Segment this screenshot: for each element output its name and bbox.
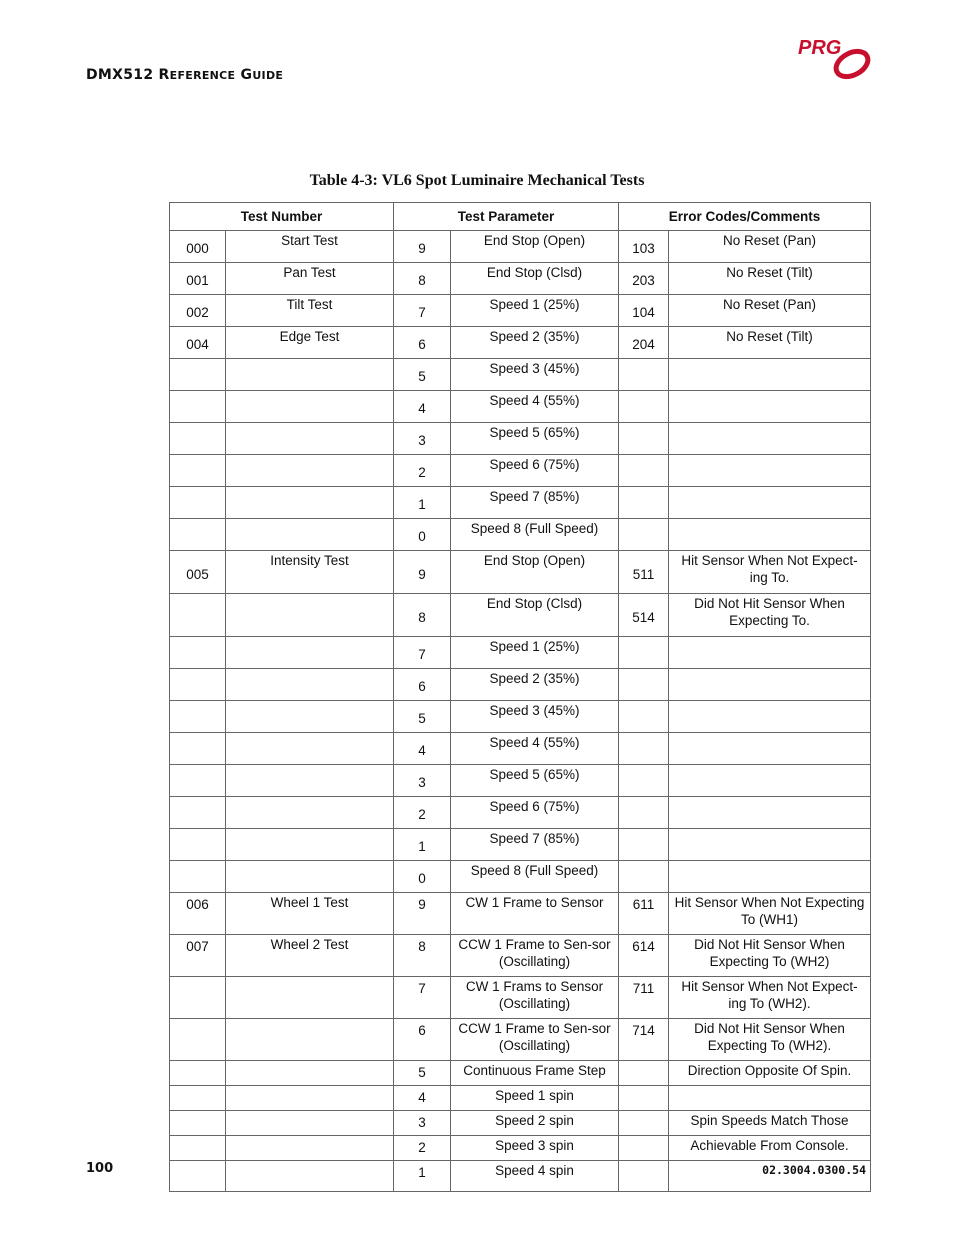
table-row [170, 487, 871, 519]
test-name-cell [226, 733, 394, 765]
parameter-cell: Speed 3 (45%) [451, 359, 619, 391]
test-number-cell [170, 1111, 226, 1136]
comment-cell: Hit Sensor When Not Expect-ing To (WH2). [669, 977, 871, 1019]
column-header: Test Parameter [394, 203, 619, 231]
test-name-cell [226, 1136, 394, 1161]
parameter-cell: End Stop (Clsd) [451, 263, 619, 295]
test-number-cell [170, 1136, 226, 1161]
comment-cell: Hit Sensor When Not Expect-ing To. [669, 551, 871, 594]
parameter-number-cell: 3 [394, 423, 451, 455]
parameter-cell: Speed 4 (55%) [451, 391, 619, 423]
comment-cell [669, 765, 871, 797]
parameter-number-cell: 1 [394, 829, 451, 861]
error-code-cell [619, 1111, 669, 1136]
test-name-cell [226, 359, 394, 391]
parameter-number-cell: 6 [394, 669, 451, 701]
test-name-cell: Intensity Test [226, 551, 394, 594]
table-row [170, 669, 871, 701]
parameter-number-cell: 5 [394, 1061, 451, 1086]
comment-cell: Spin Speeds Match Those [669, 1111, 871, 1136]
error-code-cell: 514 [619, 594, 669, 637]
error-code-cell [619, 1061, 669, 1086]
table-row [170, 519, 871, 551]
test-number-cell [170, 829, 226, 861]
test-number-cell [170, 701, 226, 733]
test-number-cell [170, 637, 226, 669]
comment-cell [669, 519, 871, 551]
test-name-cell [226, 861, 394, 893]
error-code-cell [619, 391, 669, 423]
parameter-number-cell: 7 [394, 295, 451, 327]
parameter-number-cell: 5 [394, 359, 451, 391]
error-code-cell [619, 519, 669, 551]
table-row [170, 861, 871, 893]
test-number-cell: 001 [170, 263, 226, 295]
test-name-cell [226, 797, 394, 829]
test-number-cell [170, 1161, 226, 1192]
table-row [170, 893, 871, 935]
table-row [170, 1061, 871, 1086]
error-code-cell: 203 [619, 263, 669, 295]
test-name-cell [226, 594, 394, 637]
table-row [170, 1136, 871, 1161]
table-row [170, 797, 871, 829]
test-name-cell: Wheel 1 Test [226, 893, 394, 935]
table-title: Table 4-3: VL6 Spot Luminaire Mechanical Tests [309, 172, 645, 189]
test-number-cell [170, 1061, 226, 1086]
table-row [170, 977, 871, 1019]
error-code-cell: 511 [619, 551, 669, 594]
error-code-cell [619, 1161, 669, 1192]
error-code-cell: 103 [619, 231, 669, 263]
parameter-cell: Speed 8 (Full Speed) [451, 519, 619, 551]
mechanical-tests-table [169, 202, 871, 1192]
error-code-cell [619, 455, 669, 487]
parameter-cell: End Stop (Open) [451, 551, 619, 594]
error-code-cell [619, 487, 669, 519]
test-number-cell: 007 [170, 935, 226, 977]
test-name-cell [226, 1086, 394, 1111]
parameter-number-cell: 3 [394, 1111, 451, 1136]
test-name-cell [226, 519, 394, 551]
parameter-number-cell: 8 [394, 263, 451, 295]
parameter-number-cell: 0 [394, 861, 451, 893]
test-number-cell [170, 797, 226, 829]
test-number-cell: 000 [170, 231, 226, 263]
error-code-cell [619, 829, 669, 861]
doc-title-part: UIDE [252, 69, 284, 82]
error-code-cell [619, 861, 669, 893]
parameter-cell: CW 1 Frame to Sensor [451, 893, 619, 935]
table-row [170, 733, 871, 765]
prg-logo [796, 36, 876, 86]
test-number-cell [170, 733, 226, 765]
parameter-cell: Speed 1 (25%) [451, 637, 619, 669]
comment-cell [669, 455, 871, 487]
comment-cell [669, 423, 871, 455]
comment-cell: Did Not Hit Sensor When Expecting To (WH2). [669, 1019, 871, 1061]
parameter-cell: CCW 1 Frame to Sen-sor (Oscillating) [451, 1019, 619, 1061]
parameter-cell: Speed 1 (25%) [451, 295, 619, 327]
error-code-cell: 204 [619, 327, 669, 359]
test-number-cell [170, 669, 226, 701]
test-number-cell: 005 [170, 551, 226, 594]
error-code-cell: 611 [619, 893, 669, 935]
test-number-cell [170, 594, 226, 637]
table-row [170, 1019, 871, 1061]
error-code-cell [619, 797, 669, 829]
parameter-number-cell: 9 [394, 551, 451, 594]
test-name-cell: Wheel 2 Test [226, 935, 394, 977]
error-code-cell: 104 [619, 295, 669, 327]
test-number-cell [170, 977, 226, 1019]
test-number-cell [170, 765, 226, 797]
parameter-cell: End Stop (Open) [451, 231, 619, 263]
parameter-number-cell: 9 [394, 893, 451, 935]
doc-title-part: G [235, 67, 253, 83]
parameter-cell: Speed 4 (55%) [451, 733, 619, 765]
parameter-number-cell: 1 [394, 1161, 451, 1192]
test-name-cell [226, 423, 394, 455]
test-name-cell: Start Test [226, 231, 394, 263]
parameter-number-cell: 7 [394, 977, 451, 1019]
error-code-cell [619, 1086, 669, 1111]
comment-cell: Direction Opposite Of Spin. [669, 1061, 871, 1086]
parameter-cell: End Stop (Clsd) [451, 594, 619, 637]
test-name-cell [226, 1161, 394, 1192]
table-row [170, 765, 871, 797]
doc-title-part: EFERENCE [169, 69, 236, 82]
table-row [170, 935, 871, 977]
test-name-cell [226, 829, 394, 861]
table-header-row [170, 203, 871, 231]
column-header: Test Number [170, 203, 394, 231]
parameter-number-cell: 2 [394, 797, 451, 829]
parameter-number-cell: 1 [394, 487, 451, 519]
error-code-cell [619, 765, 669, 797]
test-name-cell [226, 391, 394, 423]
test-number-cell: 002 [170, 295, 226, 327]
comment-cell [669, 797, 871, 829]
document-title [86, 67, 283, 83]
test-number-cell [170, 455, 226, 487]
test-name-cell: Tilt Test [226, 295, 394, 327]
comment-cell [669, 391, 871, 423]
parameter-cell: CCW 1 Frame to Sen-sor (Oscillating) [451, 935, 619, 977]
doc-title-part: DMX512 R [86, 67, 170, 83]
parameter-cell: Speed 4 spin [451, 1161, 619, 1192]
column-header: Error Codes/Comments [619, 203, 871, 231]
error-code-cell [619, 423, 669, 455]
comment-cell [669, 733, 871, 765]
table-row [170, 295, 871, 327]
comment-cell: Did Not Hit Sensor When Expecting To (WH2) [669, 935, 871, 977]
comment-cell: No Reset (Tilt) [669, 263, 871, 295]
parameter-cell: Continuous Frame Step [451, 1061, 619, 1086]
comment-cell [669, 701, 871, 733]
table-row [170, 701, 871, 733]
table-row [170, 327, 871, 359]
test-number-cell [170, 1086, 226, 1111]
parameter-number-cell: 6 [394, 1019, 451, 1061]
parameter-cell: Speed 2 spin [451, 1111, 619, 1136]
parameter-cell: Speed 5 (65%) [451, 765, 619, 797]
comment-cell: Hit Sensor When Not Expecting To (WH1) [669, 893, 871, 935]
table-row [170, 829, 871, 861]
comment-cell: Did Not Hit Sensor When Expecting To. [669, 594, 871, 637]
test-number-cell [170, 359, 226, 391]
test-number-cell: 006 [170, 893, 226, 935]
table-row [170, 594, 871, 637]
parameter-cell: Speed 7 (85%) [451, 487, 619, 519]
test-number-cell [170, 391, 226, 423]
error-code-cell [619, 1136, 669, 1161]
parameter-cell: Speed 3 spin [451, 1136, 619, 1161]
comment-cell [669, 861, 871, 893]
error-code-cell [619, 733, 669, 765]
parameter-number-cell: 7 [394, 637, 451, 669]
table-row [170, 637, 871, 669]
parameter-cell: Speed 6 (75%) [451, 797, 619, 829]
error-code-cell [619, 701, 669, 733]
parameter-number-cell: 8 [394, 935, 451, 977]
comment-cell [669, 359, 871, 391]
parameter-number-cell: 4 [394, 391, 451, 423]
table-row [170, 263, 871, 295]
parameter-number-cell: 3 [394, 765, 451, 797]
parameter-number-cell: 2 [394, 455, 451, 487]
test-number-cell [170, 423, 226, 455]
logo-text: PRG [798, 37, 842, 59]
parameter-number-cell: 4 [394, 1086, 451, 1111]
parameter-cell: Speed 5 (65%) [451, 423, 619, 455]
parameter-number-cell: 9 [394, 231, 451, 263]
error-code-cell [619, 359, 669, 391]
comment-cell: Achievable From Console. [669, 1136, 871, 1161]
error-code-cell [619, 669, 669, 701]
parameter-cell: Speed 2 (35%) [451, 669, 619, 701]
comment-cell [669, 637, 871, 669]
table-row [170, 1086, 871, 1111]
parameter-cell: Speed 7 (85%) [451, 829, 619, 861]
parameter-number-cell: 8 [394, 594, 451, 637]
test-number-cell [170, 519, 226, 551]
parameter-cell: Speed 8 (Full Speed) [451, 861, 619, 893]
parameter-number-cell: 2 [394, 1136, 451, 1161]
test-number-cell [170, 487, 226, 519]
test-name-cell [226, 487, 394, 519]
table-row [170, 231, 871, 263]
comment-cell [669, 829, 871, 861]
error-code-cell: 614 [619, 935, 669, 977]
table-row [170, 551, 871, 594]
table-row [170, 359, 871, 391]
comment-cell [669, 487, 871, 519]
test-name-cell [226, 637, 394, 669]
test-name-cell [226, 669, 394, 701]
table-row [170, 391, 871, 423]
parameter-cell: CW 1 Frams to Sensor (Oscillating) [451, 977, 619, 1019]
error-code-cell: 714 [619, 1019, 669, 1061]
parameter-number-cell: 0 [394, 519, 451, 551]
test-number-cell [170, 861, 226, 893]
parameter-cell: Speed 6 (75%) [451, 455, 619, 487]
parameter-number-cell: 6 [394, 327, 451, 359]
test-name-cell [226, 765, 394, 797]
test-number-cell [170, 1019, 226, 1061]
comment-cell: No Reset (Pan) [669, 295, 871, 327]
comment-cell [669, 1086, 871, 1111]
table-row [170, 1111, 871, 1136]
test-name-cell: Edge Test [226, 327, 394, 359]
page-number: 100 [86, 1161, 114, 1176]
test-name-cell [226, 455, 394, 487]
comment-cell [669, 669, 871, 701]
comment-cell: No Reset (Pan) [669, 231, 871, 263]
document-number: 02.3004.0300.54 [762, 1163, 866, 1177]
table-row [170, 455, 871, 487]
test-name-cell [226, 1061, 394, 1086]
error-code-cell: 711 [619, 977, 669, 1019]
comment-cell: No Reset (Tilt) [669, 327, 871, 359]
parameter-cell: Speed 3 (45%) [451, 701, 619, 733]
test-name-cell [226, 701, 394, 733]
parameter-number-cell: 4 [394, 733, 451, 765]
test-name-cell [226, 1111, 394, 1136]
test-name-cell: Pan Test [226, 263, 394, 295]
error-code-cell [619, 637, 669, 669]
test-name-cell [226, 977, 394, 1019]
parameter-cell: Speed 2 (35%) [451, 327, 619, 359]
table-row [170, 423, 871, 455]
parameter-cell: Speed 1 spin [451, 1086, 619, 1111]
test-name-cell [226, 1019, 394, 1061]
parameter-number-cell: 5 [394, 701, 451, 733]
test-number-cell: 004 [170, 327, 226, 359]
